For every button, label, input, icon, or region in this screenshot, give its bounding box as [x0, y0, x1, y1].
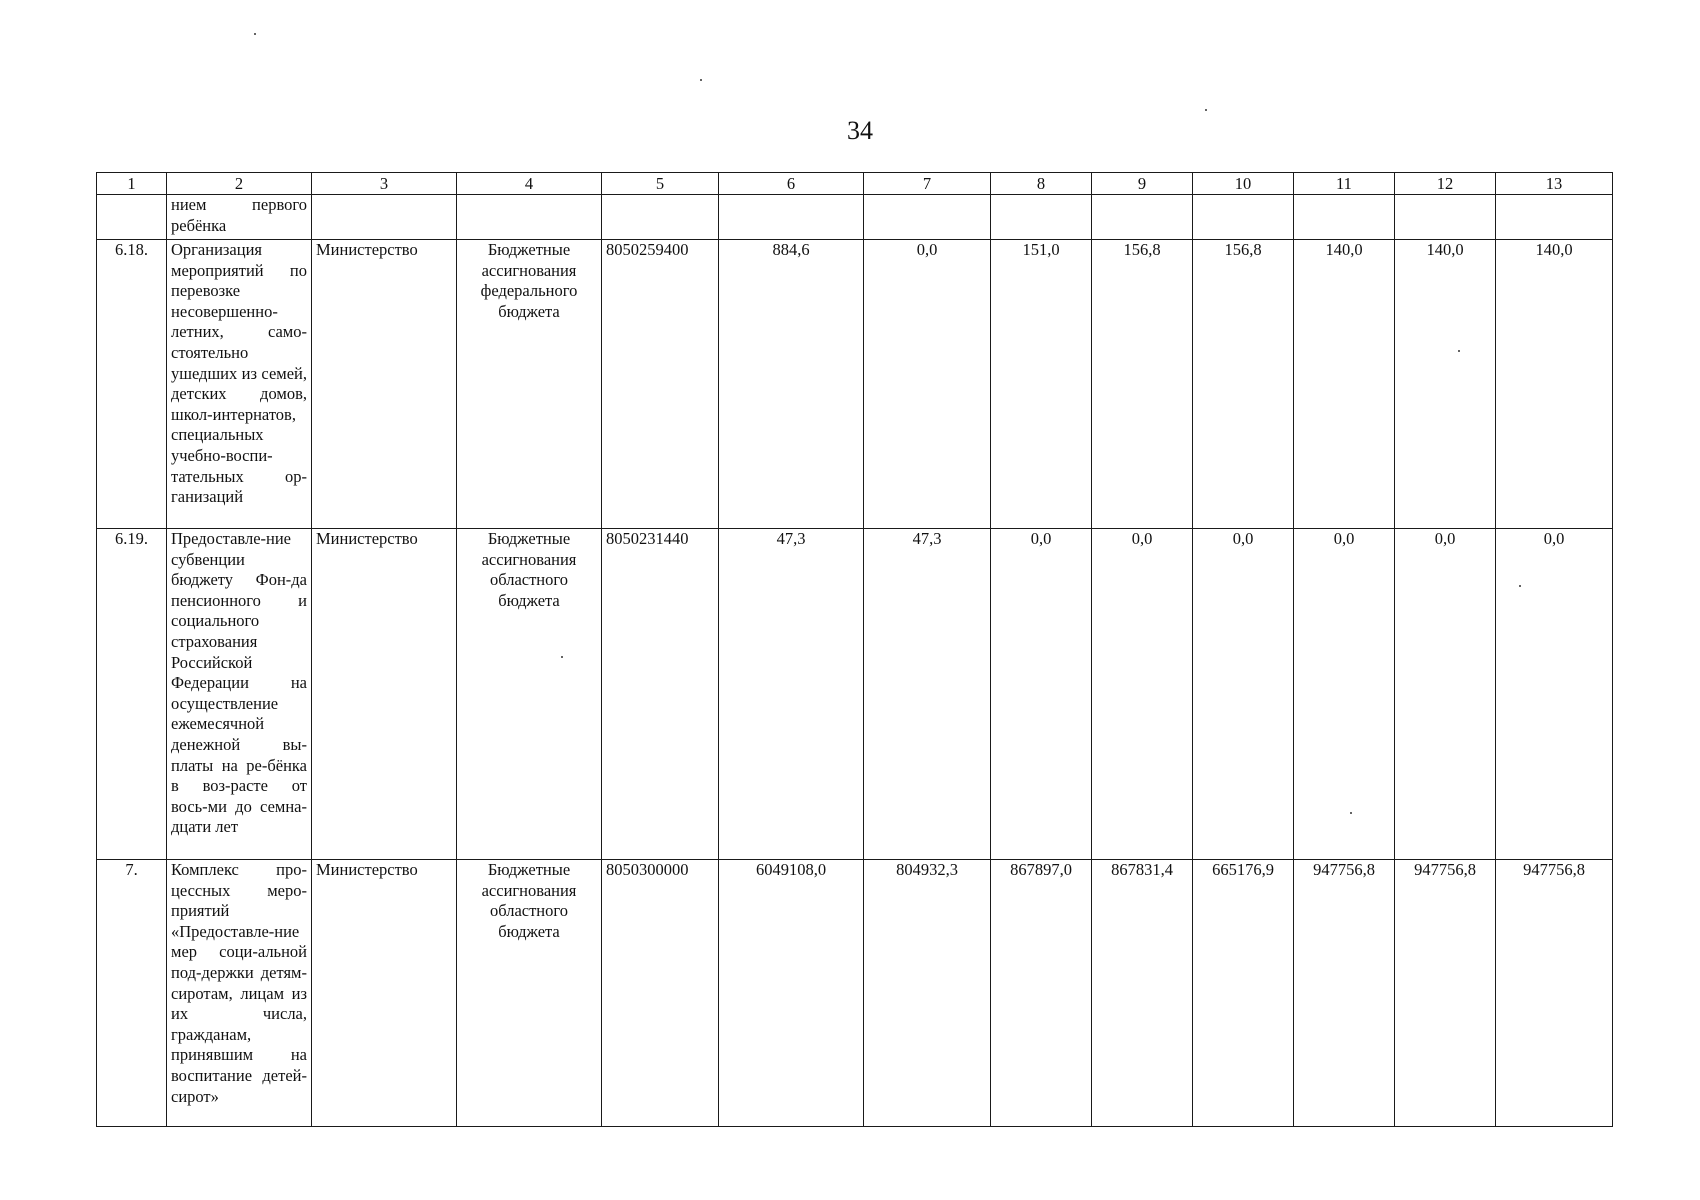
- row-number: 6.18.: [97, 240, 167, 529]
- row-value: [719, 195, 864, 240]
- row-value: [991, 195, 1092, 240]
- row-source: Бюджетные ассигнования областного бюджета: [457, 529, 602, 860]
- row-value: 47,3: [719, 529, 864, 860]
- row-ministry: [312, 195, 457, 240]
- row-ministry: Министерство: [312, 240, 457, 529]
- row-code: [602, 195, 719, 240]
- row-value: 947756,8: [1395, 860, 1496, 1127]
- row-value: [1193, 195, 1294, 240]
- row-value: 0,0: [1496, 529, 1613, 860]
- row-value: 884,6: [719, 240, 864, 529]
- row-source: [457, 195, 602, 240]
- scan-speck: [700, 79, 702, 81]
- row-value: 0,0: [1193, 529, 1294, 860]
- row-code: 8050300000: [602, 860, 719, 1127]
- column-header: 5: [602, 173, 719, 195]
- row-value: 0,0: [1092, 529, 1193, 860]
- column-number-row: [97, 173, 1613, 195]
- row-code: 8050259400: [602, 240, 719, 529]
- row-value: [1395, 195, 1496, 240]
- column-header: 3: [312, 173, 457, 195]
- column-header: 1: [97, 173, 167, 195]
- row-value: 0,0: [1294, 529, 1395, 860]
- row-description: Комплекс про-цессных меро-приятий «Предоставле-ние мер соци-альной под-держки детям-сиротам, лицам из их числа, гражданам, принявшим на воспитание детей-сирот»: [167, 860, 312, 1127]
- row-number: 7.: [97, 860, 167, 1127]
- column-header: 9: [1092, 173, 1193, 195]
- page-number: 34: [847, 116, 873, 145]
- row-value: [1294, 195, 1395, 240]
- column-header: 11: [1294, 173, 1395, 195]
- row-value: 947756,8: [1496, 860, 1613, 1127]
- row-code: 8050231440: [602, 529, 719, 860]
- row-value: [864, 195, 991, 240]
- row-value: 0,0: [864, 240, 991, 529]
- column-header: 12: [1395, 173, 1496, 195]
- row-value: 6049108,0: [719, 860, 864, 1127]
- row-value: 0,0: [1395, 529, 1496, 860]
- column-header: 8: [991, 173, 1092, 195]
- column-header: 10: [1193, 173, 1294, 195]
- row-value: 140,0: [1496, 240, 1613, 529]
- row-ministry: Министерство: [312, 860, 457, 1127]
- row-number: 6.19.: [97, 529, 167, 860]
- row-value: 0,0: [991, 529, 1092, 860]
- row-description: нием первого ребёнка: [167, 195, 312, 240]
- table-row-continuation: [97, 195, 1613, 240]
- row-value: 140,0: [1294, 240, 1395, 529]
- row-number: [97, 195, 167, 240]
- row-description: Организация мероприятий по перевозке несовершенно-летних, само-стоятельно ушедших из семей, детских домов, школ-интернатов, специальных учебно-воспи-тательных ор-ганизаций: [167, 240, 312, 529]
- budget-table: [96, 172, 1613, 1127]
- scan-speck: [254, 33, 256, 35]
- column-header: 2: [167, 173, 312, 195]
- row-source: Бюджетные ассигнования областного бюджета: [457, 860, 602, 1127]
- row-description: Предоставле-ние субвенции бюджету Фон-да пенсионного и социального страхования Российской Федерации на осуществление ежемесячной денежной вы-платы на ре-бёнка в воз-расте от вось-ми до семна-дцати лет: [167, 529, 312, 860]
- row-value: 140,0: [1395, 240, 1496, 529]
- row-ministry: Министерство: [312, 529, 457, 860]
- row-value: 47,3: [864, 529, 991, 860]
- row-value: 867831,4: [1092, 860, 1193, 1127]
- row-value: 156,8: [1092, 240, 1193, 529]
- column-header: 13: [1496, 173, 1613, 195]
- row-value: 867897,0: [991, 860, 1092, 1127]
- row-value: 151,0: [991, 240, 1092, 529]
- column-header: 6: [719, 173, 864, 195]
- row-value: 156,8: [1193, 240, 1294, 529]
- row-value: 804932,3: [864, 860, 991, 1127]
- row-value: [1496, 195, 1613, 240]
- table-row: [97, 240, 1613, 529]
- column-header: 7: [864, 173, 991, 195]
- column-header: 4: [457, 173, 602, 195]
- row-value: [1092, 195, 1193, 240]
- row-value: 947756,8: [1294, 860, 1395, 1127]
- row-value: 665176,9: [1193, 860, 1294, 1127]
- row-source: Бюджетные ассигнования федерального бюджета: [457, 240, 602, 529]
- table-row: [97, 529, 1613, 860]
- table-row: [97, 860, 1613, 1127]
- scan-speck: [1205, 109, 1207, 111]
